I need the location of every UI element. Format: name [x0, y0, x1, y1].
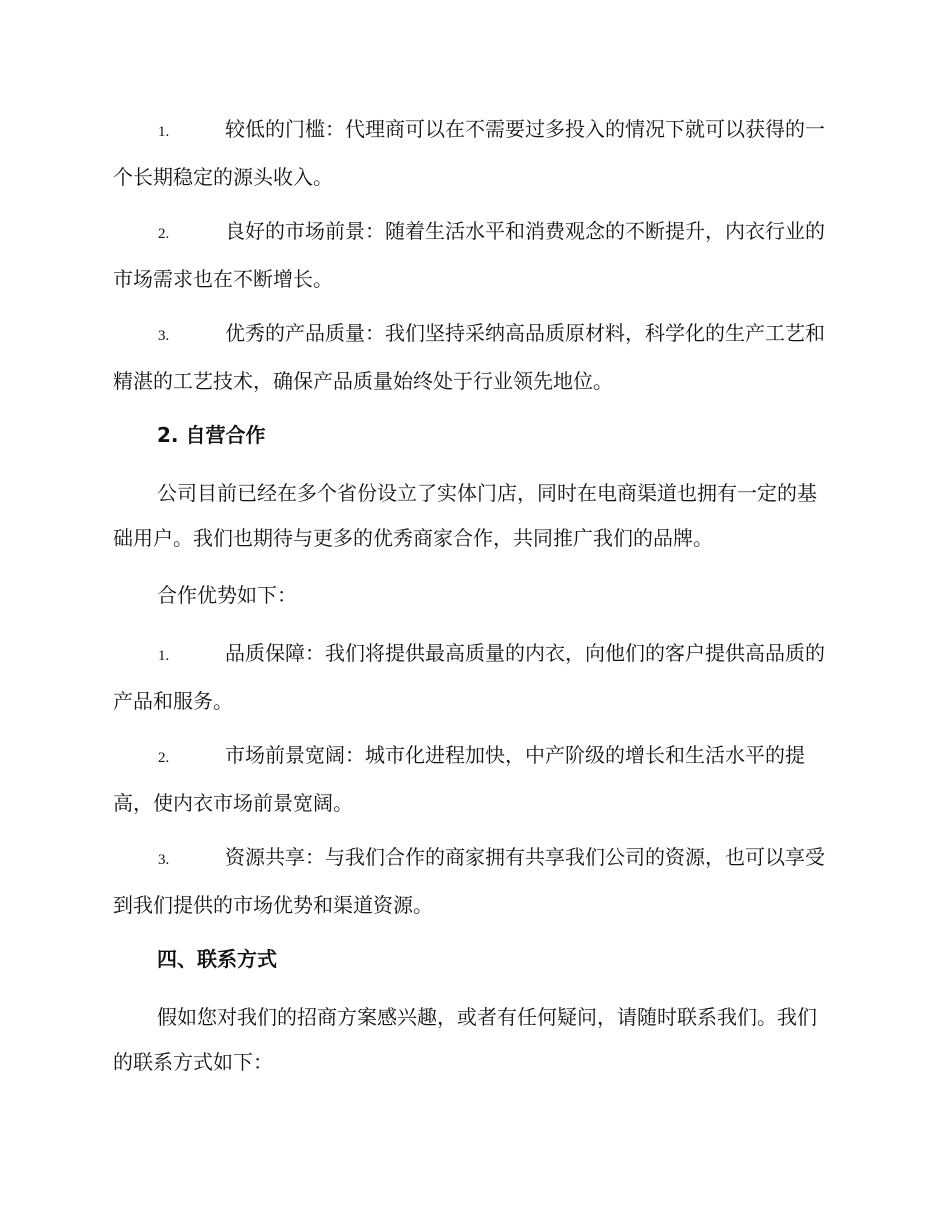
list-text: 资源共享：与我们合作的商家拥有共享我们公司的资源，也可以享受到我们提供的市场优势和渠道资源。: [113, 845, 825, 917]
section-heading-self-operated: [113, 413, 835, 458]
list-item-b1: [113, 631, 835, 724]
list-item-a3: [113, 311, 835, 404]
list-text: 市场前景宽阔：城市化进程加快，中产阶级的增长和生活水平的提高，使内衣市场前景宽阔。: [113, 743, 805, 815]
heading-text: 2. 自营合作: [157, 423, 266, 447]
section-paragraph: [113, 471, 835, 561]
list-number: 2.: [158, 226, 170, 242]
list-number: 2.: [158, 750, 170, 766]
contact-paragraph: [113, 995, 835, 1085]
paragraph-text: 假如您对我们的招商方案感兴趣，或者有任何疑问，请随时联系我们。我们的联系方式如下：: [113, 1005, 817, 1074]
advantages-intro: [113, 573, 835, 618]
list-number: 1.: [158, 648, 170, 664]
list-item-b3: [113, 835, 835, 928]
paragraph-text: 公司目前已经在多个省份设立了实体门店，同时在电商渠道也拥有一定的基础用户。我们也期待与更多的优秀商家合作，共同推广我们的品牌。: [113, 481, 817, 550]
list-text: 品质保障：我们将提供最高质量的内衣，向他们的客户提供高品质的产品和服务。: [113, 641, 825, 713]
list-number: 3.: [158, 852, 170, 868]
list-item-a2: [113, 209, 835, 302]
list-item-a1: [113, 107, 835, 200]
section-heading-contact: [113, 937, 835, 982]
heading-text: 四、联系方式: [157, 947, 277, 971]
list-item-b2: [113, 733, 835, 826]
list-text: 较低的门槛：代理商可以在不需要过多投入的情况下就可以获得的一个长期稳定的源头收入。: [113, 117, 825, 189]
list-text: 优秀的产品质量：我们坚持采纳高品质原材料，科学化的生产工艺和精湛的工艺技术，确保产品质量始终处于行业领先地位。: [113, 321, 825, 393]
list-number: 1.: [158, 124, 170, 140]
list-text: 良好的市场前景：随着生活水平和消费观念的不断提升，内衣行业的市场需求也在不断增长。: [113, 219, 825, 291]
intro-text: 合作优势如下：: [157, 583, 297, 607]
list-number: 3.: [158, 328, 170, 344]
